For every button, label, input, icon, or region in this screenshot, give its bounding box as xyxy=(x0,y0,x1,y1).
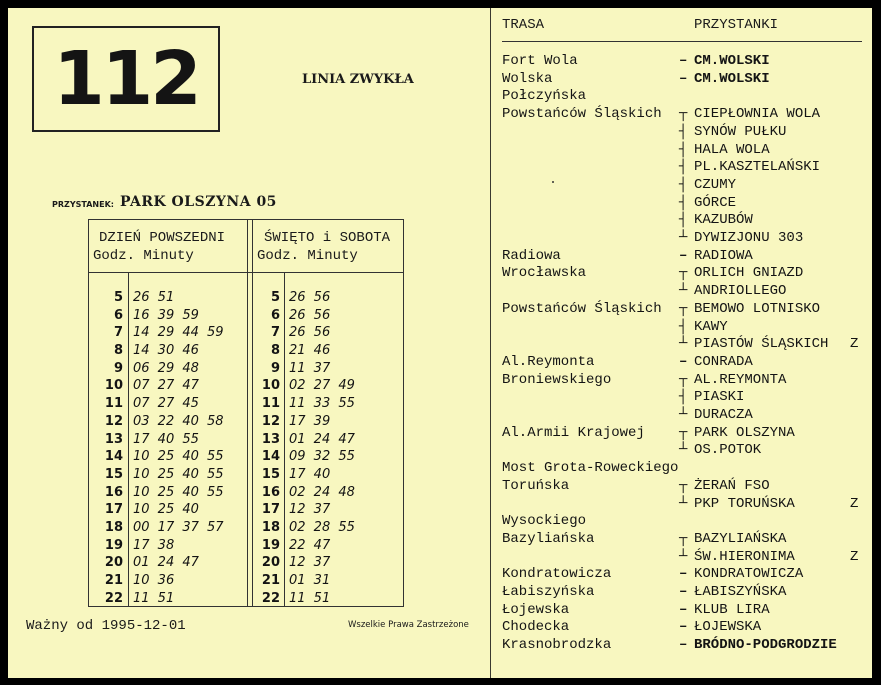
route-row xyxy=(8,176,872,194)
stop-marker: – xyxy=(679,566,688,583)
weekday-minutes: 10 25 40 xyxy=(133,502,199,518)
stop-entry: OS.POTOK xyxy=(694,442,762,459)
weekend-minutes: 11 51 xyxy=(289,590,331,606)
weekday-hour: 13 xyxy=(104,431,123,447)
stop-entry: KONDRATOWICZA xyxy=(694,566,804,583)
request-stop-flag: Z xyxy=(850,548,859,565)
speck-dot xyxy=(552,181,554,183)
stop-entry: CONRADA xyxy=(694,353,753,370)
weekday-minutes: 17 38 xyxy=(133,537,175,553)
weekday-minutes: 14 29 44 59 xyxy=(133,325,224,341)
stop-entry: BEMOWO LOTNISKO xyxy=(694,300,821,317)
weekend-minutes: 26 56 xyxy=(289,307,331,323)
route-row xyxy=(8,300,872,318)
weekend-minutes: 02 27 49 xyxy=(289,378,355,394)
stop-marker: ┤ xyxy=(679,194,688,211)
street-name: Fort Wola xyxy=(502,53,578,69)
stop-marker: ┴ xyxy=(679,407,688,423)
route-row xyxy=(8,441,872,459)
stop-entry: HALA WOLA xyxy=(694,141,770,158)
weekend-hour: 11 xyxy=(261,396,280,412)
stop-marker: ┬ xyxy=(679,477,688,494)
weekend-hour: 20 xyxy=(261,555,280,571)
stop-marker: – xyxy=(679,619,688,636)
stop-entry: PIASTÓW ŚLĄSKICH xyxy=(694,336,829,353)
street-name: Powstańców Śląskich xyxy=(502,300,662,317)
street-name: Wrocławska xyxy=(502,265,587,282)
weekday-minutes: 00 17 37 57 xyxy=(133,519,224,535)
stop-marker: – xyxy=(679,247,688,264)
stop-entry: ŁABISZYŃSKA xyxy=(694,584,787,600)
weekend-hour: 9 xyxy=(270,360,280,376)
weekday-hour: 16 xyxy=(104,484,123,500)
stop-entry: RADIOWA xyxy=(694,247,753,264)
street-name: Łabiszyńska xyxy=(502,584,595,600)
street-name: Powstańców Śląskich xyxy=(502,106,662,123)
weekday-minutes: 14 30 46 xyxy=(133,343,199,359)
weekend-hour: 16 xyxy=(261,484,280,500)
stop-entry: ŁOJEWSKA xyxy=(694,619,762,636)
weekday-minutes: 16 39 59 xyxy=(133,307,199,323)
stop-entry: PARK OLSZYNA xyxy=(694,424,795,441)
weekend-minutes: 02 28 55 xyxy=(289,519,355,535)
stop-marker: – xyxy=(679,53,688,69)
stop-marker: – xyxy=(679,353,688,370)
street-name: Łojewska xyxy=(502,601,570,618)
route-row xyxy=(8,70,872,88)
stop-marker: ┴ xyxy=(679,442,688,459)
header-rule xyxy=(502,41,862,42)
street-name: Toruńska xyxy=(502,477,570,494)
route-row xyxy=(8,565,872,583)
weekend-minutes: 12 37 xyxy=(289,502,331,518)
weekday-hour: 22 xyxy=(104,590,123,606)
weekend-minutes: 09 32 55 xyxy=(289,449,355,465)
street-name: Wolska xyxy=(502,70,553,87)
weekday-hour: 9 xyxy=(113,360,123,376)
request-stop-flag: Z xyxy=(850,495,859,512)
weekday-minutes: 10 36 xyxy=(133,573,175,588)
weekend-minutes: 01 24 47 xyxy=(289,431,355,447)
stop-marker: – xyxy=(679,601,688,618)
stop-entry: SYNÓW PUŁKU xyxy=(694,123,787,140)
weekday-minutes: 26 51 xyxy=(133,290,175,305)
weekday-minutes: 11 51 xyxy=(133,590,175,606)
stop-marker: ┤ xyxy=(679,318,688,335)
stop-marker: – xyxy=(679,637,688,654)
street-name: Krasnobrodzka xyxy=(502,637,612,654)
weekday-hour: 17 xyxy=(104,502,123,518)
weekend-minutes: 11 37 xyxy=(289,360,331,376)
street-name: Radiowa xyxy=(502,247,561,264)
stop-marker: ┤ xyxy=(679,159,688,176)
stop-marker: ┤ xyxy=(679,389,688,406)
stop-entry: CZUMY xyxy=(694,176,737,193)
route-row xyxy=(8,52,872,70)
weekend-hour: 10 xyxy=(261,378,280,394)
weekday-hour: 12 xyxy=(104,413,123,429)
stop-entry: KAZUBÓW xyxy=(694,212,753,229)
stop-marker: – xyxy=(679,70,688,87)
stop-marker: ┬ xyxy=(679,530,688,547)
route-row xyxy=(8,548,872,566)
stop-entry: AL.REYMONTA xyxy=(694,371,787,388)
route-row xyxy=(8,601,872,619)
weekend-minutes: 17 40 xyxy=(289,466,331,482)
stop-marker: ┤ xyxy=(679,212,688,229)
stop-marker: ┬ xyxy=(679,424,688,441)
stop-entry: PIASKI xyxy=(694,389,745,406)
route-row xyxy=(8,87,872,105)
route-row xyxy=(8,583,872,601)
stop-entry: ANDRIOLLEGO xyxy=(694,283,787,300)
weekend-hour: 22 xyxy=(261,590,280,606)
weekend-minutes: 26 56 xyxy=(289,290,331,305)
weekend-title: ŚWIĘTO i SOBOTA xyxy=(264,230,391,246)
stop-marker: ┬ xyxy=(679,106,688,123)
weekday-title: DZIEŃ POWSZEDNI xyxy=(99,230,226,246)
stop-entry: ŻERAŃ FSO xyxy=(694,477,770,494)
weekend-hour: 6 xyxy=(270,307,280,323)
stop-marker: ┤ xyxy=(679,123,688,140)
weekend-minutes: 02 24 48 xyxy=(289,484,355,500)
weekday-hour: 19 xyxy=(104,537,123,553)
weekend-hour: 5 xyxy=(270,290,280,305)
route-row xyxy=(8,141,872,159)
weekend-hour: 17 xyxy=(261,502,280,518)
weekend-hour: 12 xyxy=(261,413,280,429)
weekend-subheader: Godz. Minuty xyxy=(257,248,358,264)
route-row xyxy=(8,495,872,513)
weekend-hour: 18 xyxy=(261,519,280,535)
stop-marker: ┬ xyxy=(679,265,688,282)
weekend-hour: 19 xyxy=(261,537,280,553)
stop-marker: ┴ xyxy=(679,548,688,565)
weekday-hour: 20 xyxy=(104,555,123,571)
stop-entry: CIEPŁOWNIA WOLA xyxy=(694,106,821,123)
weekend-minutes: 17 39 xyxy=(289,413,331,429)
weekday-minutes: 10 25 40 55 xyxy=(133,449,224,465)
weekday-minutes: 10 25 40 55 xyxy=(133,466,224,482)
route-row xyxy=(8,123,872,141)
weekday-hour: 21 xyxy=(104,573,123,588)
stop-entry: BRÓDNO-PODGRODZIE xyxy=(694,637,837,654)
route-row xyxy=(8,194,872,212)
street-name: Chodecka xyxy=(502,619,570,636)
stop-entry: BAZYLIAŃSKA xyxy=(694,530,787,547)
route-row xyxy=(8,335,872,353)
street-name: Broniewskiego xyxy=(502,371,612,388)
weekday-hour: 15 xyxy=(104,466,123,482)
route-row xyxy=(8,371,872,389)
stop-marker: – xyxy=(679,584,688,600)
street-name: Wysockiego xyxy=(502,513,587,530)
line-type: LINIA ZWYKŁA xyxy=(302,72,414,87)
weekday-subheader: Godz. Minuty xyxy=(93,248,194,264)
stop-marker: ┴ xyxy=(679,336,688,353)
route-row xyxy=(8,459,872,477)
weekend-minutes: 26 56 xyxy=(289,325,331,341)
stop-entry: DURACZA xyxy=(694,407,753,423)
weekday-minutes: 06 29 48 xyxy=(133,360,199,376)
stop-entry: KLUB LIRA xyxy=(694,601,770,618)
weekend-minutes: 01 31 xyxy=(289,573,331,588)
stop-marker: ┴ xyxy=(679,283,688,300)
weekday-hour: 18 xyxy=(104,519,123,535)
weekday-hour: 14 xyxy=(104,449,123,465)
route-row xyxy=(8,318,872,336)
stop-entry: DYWIZJONU 303 xyxy=(694,230,804,246)
weekend-minutes: 11 33 55 xyxy=(289,396,355,412)
weekend-hour: 21 xyxy=(261,573,280,588)
route-row xyxy=(8,477,872,495)
route-row xyxy=(8,406,872,424)
weekday-hour: 8 xyxy=(113,343,123,359)
stop-marker: ┤ xyxy=(679,176,688,193)
route-row xyxy=(8,211,872,229)
stop-marker: ┬ xyxy=(679,371,688,388)
weekday-hour: 7 xyxy=(113,325,123,341)
route-row xyxy=(8,636,872,654)
stop-marker: ┬ xyxy=(679,300,688,317)
valid-from: Ważny od 1995-12-01 xyxy=(26,618,186,634)
route-row xyxy=(8,353,872,371)
stop-entry: CM.WOLSKI xyxy=(694,70,770,87)
route-row xyxy=(8,229,872,247)
stop-marker: ┤ xyxy=(679,141,688,158)
weekend-minutes: 22 47 xyxy=(289,537,331,553)
weekend-hour: 7 xyxy=(270,325,280,341)
stop-entry: GÓRCE xyxy=(694,194,737,211)
street-name: Bazyliańska xyxy=(502,530,595,547)
weekend-hour: 14 xyxy=(261,449,280,465)
route-row xyxy=(8,512,872,530)
weekend-minutes: 12 37 xyxy=(289,555,331,571)
route-row xyxy=(8,158,872,176)
stop-name: PARK OLSZYNA 05 xyxy=(120,194,277,210)
route-row xyxy=(8,247,872,265)
request-stop-flag: Z xyxy=(850,336,859,353)
street-name: Al.Armii Krajowej xyxy=(502,424,645,441)
street-name: Most Grota-Roweckiego xyxy=(502,460,679,477)
stop-marker: ┴ xyxy=(679,230,688,246)
weekend-minutes: 21 46 xyxy=(289,343,331,359)
stops-column-header: PRZYSTANKI xyxy=(694,17,779,33)
stop-marker: ┴ xyxy=(679,495,688,512)
weekend-hour: 13 xyxy=(261,431,280,447)
weekday-hour: 5 xyxy=(113,290,123,305)
route-row xyxy=(8,618,872,636)
route-row xyxy=(8,282,872,300)
weekday-hour: 11 xyxy=(104,396,123,412)
street-name: Al.Reymonta xyxy=(502,353,595,370)
stop-entry: ŚW.HIERONIMA xyxy=(694,548,795,565)
weekday-minutes: 03 22 40 58 xyxy=(133,413,224,429)
stop-entry: PKP TORUŃSKA xyxy=(694,495,795,512)
route-row xyxy=(8,388,872,406)
weekday-minutes: 10 25 40 55 xyxy=(133,484,224,500)
street-name: Połczyńska xyxy=(502,88,587,105)
stop-label: PRZYSTANEK: xyxy=(52,200,114,209)
route-row xyxy=(8,105,872,123)
weekday-minutes: 17 40 55 xyxy=(133,431,199,447)
timetable-sheet xyxy=(8,8,872,678)
route-row xyxy=(8,424,872,442)
weekday-minutes: 07 27 45 xyxy=(133,396,199,412)
weekday-hour: 10 xyxy=(104,378,123,394)
street-name: Kondratowicza xyxy=(502,566,612,583)
weekday-minutes: 07 27 47 xyxy=(133,378,199,394)
stop-entry: CM.WOLSKI xyxy=(694,53,770,69)
weekday-minutes: 01 24 47 xyxy=(133,555,199,571)
rights-notice: Wszelkie Prawa Zastrzeżone xyxy=(348,620,469,630)
stop-entry: KAWY xyxy=(694,318,728,335)
stop-entry: ORLICH GNIAZD xyxy=(694,265,804,282)
route-number: 112 xyxy=(53,36,199,122)
weekday-hour: 6 xyxy=(113,307,123,323)
route-column-header: TRASA xyxy=(502,17,545,33)
route-row xyxy=(8,530,872,548)
weekend-hour: 15 xyxy=(261,466,280,482)
stop-entry: PL.KASZTELAŃSKI xyxy=(694,159,821,176)
weekend-hour: 8 xyxy=(270,343,280,359)
route-row xyxy=(8,264,872,282)
